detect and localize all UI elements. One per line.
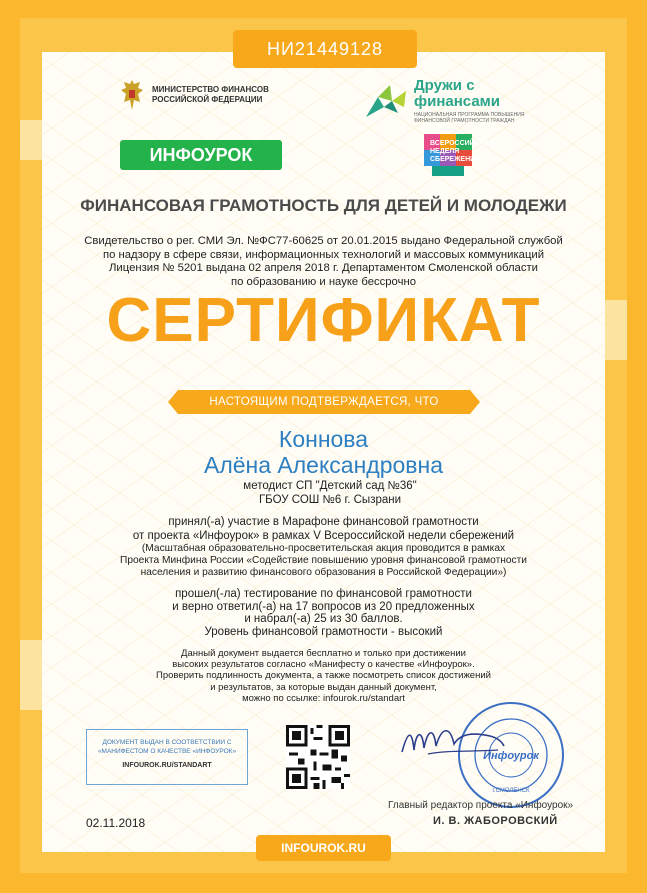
testing-line: и верно ответил(-а) на 17 вопросов из 20 предложенных [172,600,475,613]
license-info [70,235,577,289]
testing-line: Уровень финансовой грамотности - высокий [204,625,443,638]
participation-line: от проекта «Инфоурок» в рамках V Всероссийской недели сбережений [132,529,515,542]
license-line: по надзору в сфере связи, информационных технологий и массовых коммуникаций [102,248,545,261]
editor-caption: Главный редактор проекта «Инфоурок» [388,800,574,811]
disclaimer [90,648,557,704]
disclaimer-line: можно по ссылке: infourok.ru/standart [242,692,405,704]
certificate-id: НИ21449128 [233,30,417,68]
decor-stripe [20,120,42,160]
disclaimer-line: высоких результатов согласно «Манифесту о качестве «Инфоурок». [172,659,475,671]
participation-line: принял(-а) участие в Марафоне финансовой грамотности [168,516,479,528]
ribbon-tail-right [470,390,480,414]
standard-line: «МАНИФЕСТОМ О КАЧЕСТВЕ «ИНФОУРОК» [97,748,237,755]
ribbon-tail-left [168,390,178,414]
druzhi-subtitle: НАЦИОНАЛЬНАЯ ПРОГРАММА ПОВЫШЕНИЯ ФИНАНСОВОЙ ГРАМОТНОСТИ ГРАЖДАН [414,112,525,124]
editor-name: И. В. ЖАБОРОВСКИЙ [433,815,558,827]
note-line: населения и развитию финансового образования в Российской Федерации») [140,567,507,578]
disclaimer-line: и результатов, за которые выдан данный документ, [210,681,437,693]
disclaimer-line: Данный документ выдается бесплатно и только при достижении [181,648,466,659]
testing-line: прошел(-ла) тестирование по финансовой грамотности [175,588,472,600]
position-line: методист СП "Детский сад №36" [243,480,417,492]
position-line: ГБОУ СОШ №6 г. Сызрани [258,494,402,506]
disclaimer-line: Проверить подлинность документа, а также посмотреть список достижений [156,670,491,682]
signature-icon [398,722,508,764]
druzhi-name: Дружи с финансами [414,77,500,110]
ministry-logo [120,78,272,112]
decor-stripe [20,640,42,710]
participation-text [90,516,557,543]
infourok-logo: ИНФОУРОК [120,140,282,170]
standard-url: INFOUROK.RU/STANDART [122,762,212,769]
standard-line: ДОКУМЕНТ ВЫДАН В СООТВЕТСТВИИ С [102,739,232,746]
standard-box [86,729,248,785]
recipient-given-names: Алёна Александровна [203,452,444,478]
qr-code-icon[interactable] [286,725,350,789]
site-link[interactable]: INFOUROK.RU [256,835,391,861]
testing-result [90,588,557,638]
recipient-position [170,479,490,507]
participation-note [90,543,557,579]
note-line: (Масштабная образовательно-просветительская акция проводится в рамках [141,543,506,554]
druzhi-emblem-icon [364,83,408,119]
testing-line: и набрал(-а) 25 из 30 баллов. [244,613,403,625]
ministry-name: МИНИСТЕРСТВО ФИНАНСОВ РОССИЙСКОЙ ФЕДЕРАЦИИ [152,85,269,104]
savings-week-text: ВСЕРОССИЙСКАЯ НЕДЕЛЯ СБЕРЕЖЕНИЙ [430,140,495,163]
license-line: Свидетельство о рег. СМИ Эл. №ФС77-60625 от 20.01.2015 выдано Федеральной службой [84,235,563,247]
license-line: Лицензия № 5201 выдана 02 апреля 2018 г. Департаментом Смоленской области [109,262,538,274]
certificate-title: СЕРТИФИКАТ [106,286,541,355]
druzhi-logo [364,78,526,124]
confirm-ribbon: НАСТОЯЩИМ ПОДТВЕРЖДАЕТСЯ, ЧТО [178,390,470,414]
recipient-surname: Коннова [278,426,369,452]
seal-bottom-text: г.СМОЛЕНСК [492,788,530,794]
seal-center-text: Инфоурок [483,750,539,762]
program-title: ФИНАНСОВАЯ ГРАМОТНОСТЬ ДЛЯ ДЕТЕЙ И МОЛОДЕЖИ [80,196,567,215]
issue-date: 02.11.2018 [86,816,146,830]
license-line: по образованию и науке бессрочно [230,275,416,288]
eagle-emblem-icon [120,78,144,112]
note-line: Проекта Минфина России «Содействие повышению уровня финансовой грамотности [120,555,527,566]
